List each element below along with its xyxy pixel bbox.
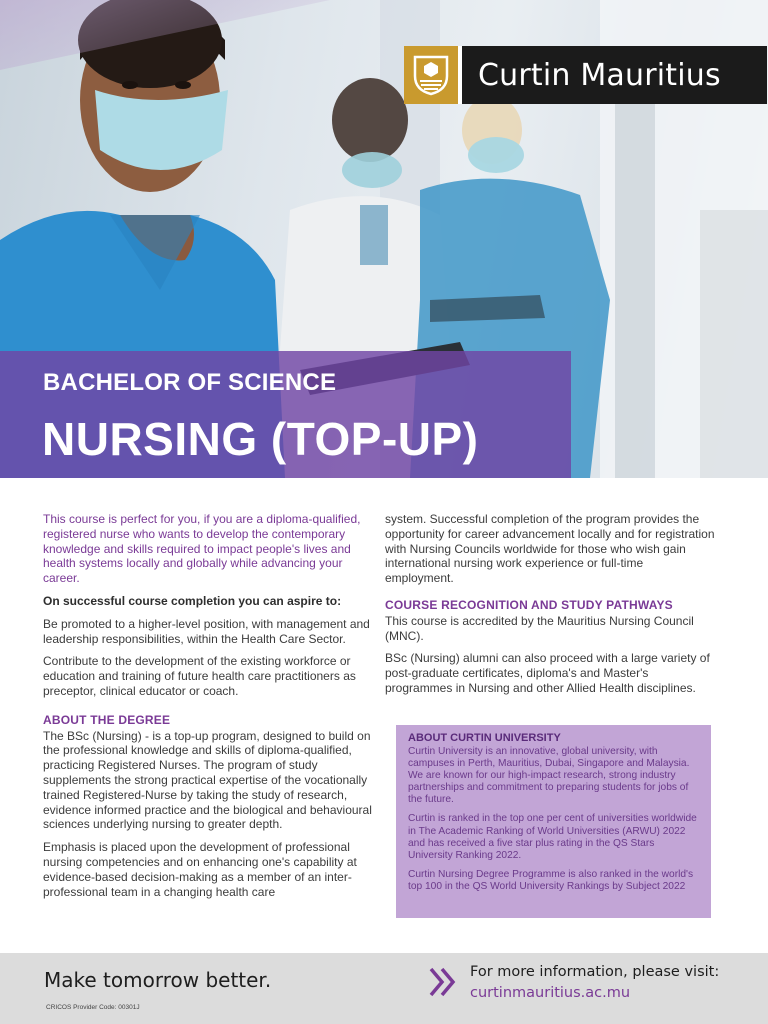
- recognition-paragraph-2: BSc (Nursing) alumni can also proceed with a large variety of post-graduate certificates, diploma's and Master's programmes in Nursing and other Allied Health disciplines.: [385, 651, 710, 695]
- double-chevron-icon: [428, 966, 458, 998]
- degree-subtitle: BACHELOR OF SCIENCE: [43, 369, 337, 396]
- right-column: [385, 512, 715, 704]
- curtin-shield-icon: [404, 46, 462, 104]
- about-degree-paragraph-1: The BSc (Nursing) - is a top-up program, designed to build on the professional knowledge and skills of diploma-qualified, practicing Registered Nurses. The program of study supplements the strong practical expertise of the vocationally trained Registered-Nurse by taking the study of research, evidence informed practice and the biological and behavioural sciences underlying nursing to greater depth.: [43, 728, 372, 832]
- intro-text: This course is perfect for you, if you are a diploma-qualified, registered nurse who wants to develop the contemporary knowledge and skills required to impact people's lives and health systems locally and globally while advancing your career.: [43, 512, 361, 586]
- cricos-code: CRICOS Provider Code: 00301J: [46, 1004, 140, 1011]
- about-degree-heading: ABOUT THE DEGREE: [43, 712, 171, 727]
- aspire-item-2: Contribute to the development of the existing workforce or education and training of future health care practitioners as preceptor, clinical educator or coach.: [43, 654, 356, 698]
- about-curtin-paragraph-1: Curtin University is an innovative, global university, with campuses in Perth, Mauritius, Dubai, Singapore and Malaysia. We are known for our high-impact research, strong industry partnerships and commitment to preparing students for jobs of the future.: [408, 746, 690, 806]
- curtin-logo: [404, 46, 767, 104]
- about-curtin-paragraph-2: Curtin is ranked in the top one per cent of universities worldwide in The Academic Ranking of World Universities (ARWU) 2022 and has received a five star plus rating in the QS Stars University Ranking 2022.: [408, 813, 697, 861]
- about-curtin-heading: ABOUT CURTIN UNIVERSITY: [408, 732, 561, 744]
- website-link[interactable]: curtinmauritius.ac.mu: [470, 985, 631, 1001]
- aspire-heading: On successful course completion you can aspire to:: [43, 593, 342, 608]
- continuation-text: system. Successful completion of the program provides the opportunity for career advancement locally and for registration with Nursing Councils worldwide for those who wish gain international nursing work experience or full-time employment.: [385, 512, 715, 586]
- logo-wordmark: Curtin Mauritius: [478, 57, 721, 93]
- about-curtin-paragraph-3: Curtin Nursing Degree Programme is also ranked in the world's top 100 in the QS World University Rankings by Subject 2022: [408, 868, 694, 892]
- degree-title: NURSING (TOP-UP): [42, 413, 479, 465]
- left-column: [43, 512, 373, 907]
- aspire-item-1: Be promoted to a higher-level position, with management and leadership responsibilities, within the Health Care Sector.: [43, 616, 370, 646]
- about-curtin-box: [396, 725, 711, 918]
- about-degree-paragraph-2: Emphasis is placed upon the development of professional nursing competencies and on enhancing one's capability at evidence-based decision-making as a member of an inter-professional team in a changing health care: [43, 840, 357, 899]
- recognition-paragraph-1: This course is accredited by the Mauritius Nursing Council (MNC).: [385, 613, 694, 643]
- more-info-label: For more information, please visit:: [470, 964, 720, 980]
- tagline: Make tomorrow better.: [44, 968, 272, 992]
- recognition-heading: COURSE RECOGNITION AND STUDY PATHWAYS: [385, 597, 673, 612]
